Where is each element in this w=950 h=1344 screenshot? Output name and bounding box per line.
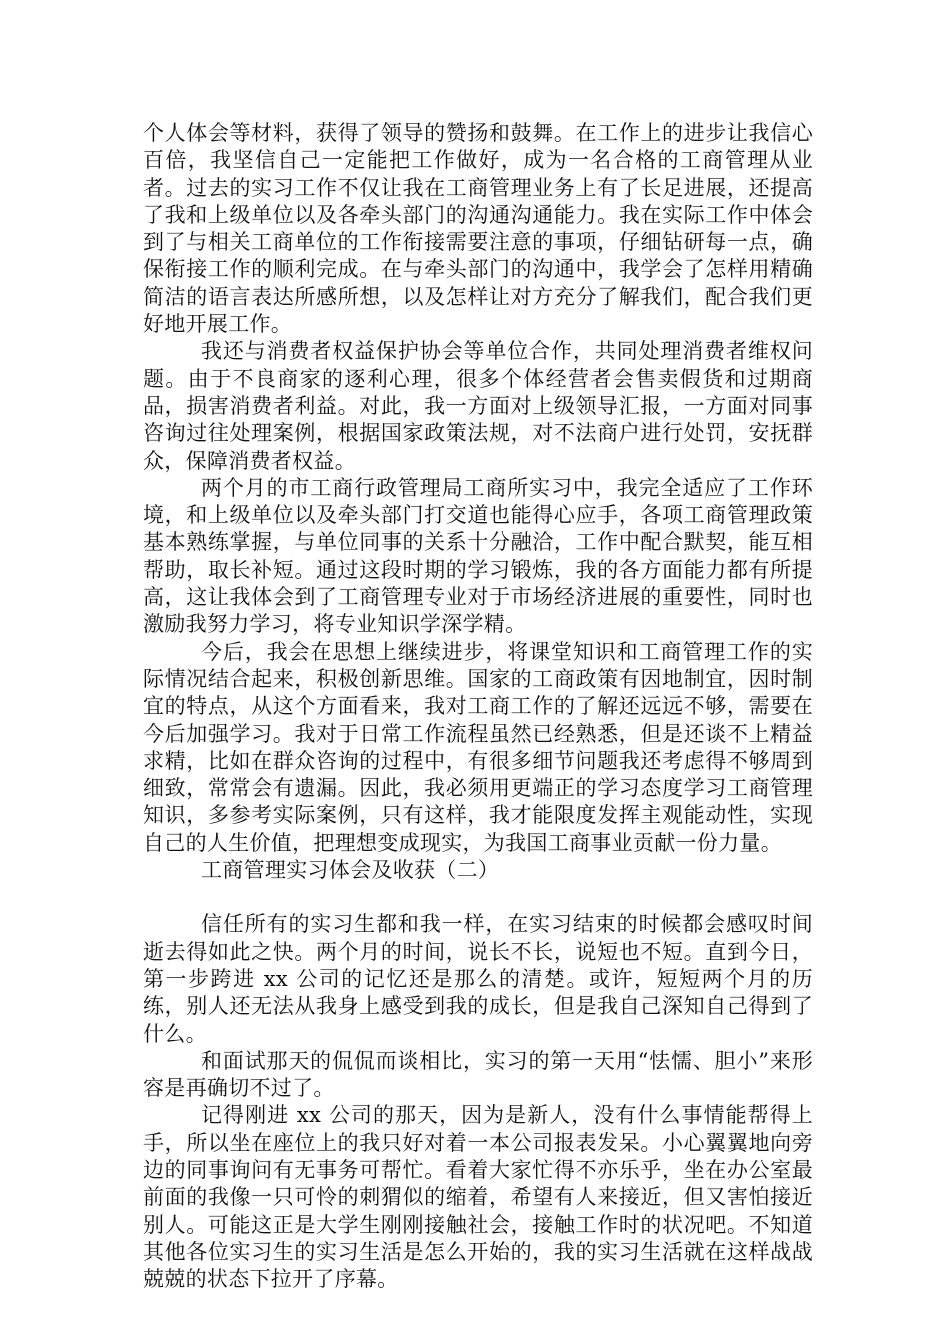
paragraph-future: 今后，我会在思想上继续进步，将课堂知识和工商管理工作的实际情况结合起来，积极创新思维。国家的工商政策有因地制宜，因时制宜的特点，从这个方面看来，我对工商工作的了解还远远不够，需要在今后加强学习。我对于日常工作流程虽然已经熟悉，但是还谈不上精益求精，比如在群众咨询的过程中，有很多细节问题我还考虑得不够周到细致，常常会有遗漏。因此，我必须用更端正的学习态度学习工商管理知识，多参考实际案例，只有这样，我才能限度发挥主观能动性，实现自己的人生价值，把理想变成现实，为我国工商事业贡献一份力量。 [143, 639, 813, 855]
section-title: 工商管理实习体会及收获（二） [201, 858, 500, 883]
document-body [143, 120, 813, 1293]
paragraph-two-months: 两个月的市工商行政管理局工商所实习中，我完全适应了工作环境，和上级单位以及牵头部门打交道也能得心应手，各项工商管理政策基本熟练掌握，与单位同事的关系十分融洽，工作中配合默契，能互相帮助，取长补短。通过这段时期的学习锻炼，我的各方面能力都有所提高，这让我体会到了工商管理专业对于市场经济进展的重要性，同时也激励我努力学习，将专业知识学深学精。 [143, 475, 813, 637]
paragraph-intro-two: 信任所有的实习生都和我一样，在实习结束的时候都会感叹时间逝去得如此之快。两个月的时间，说长不长，说短也不短。直到今日，第一步跨进 xx 公司的记忆还是那么的清楚。或许，短短两个月的历练，别人还无法从我身上感受到我的成长，但是我自己深知自己得到了什么。 [143, 912, 813, 1046]
paragraph-consumer-rights: 我还与消费者权益保护协会等单位合作，共同处理消费者维权问题。由于不良商家的逐利心理，很多个体经营者会售卖假货和过期商品，损害消费者利益。对此，我一方面对上级领导汇报，一方面对同事咨询过往处理案例，根据国家政策法规，对不法商户进行处罚，安抚群众，保障消费者权益。 [143, 339, 813, 473]
paragraph-first-day: 和面试那天的侃侃而谈相比，实习的第一天用“怯懦、胆小”来形容是再确切不过了。 [143, 1048, 813, 1101]
paragraph-continued: 个人体会等材料，获得了领导的赞扬和鼓舞。在工作上的进步让我信心百倍，我坚信自己一定能把工作做好，成为一名合格的工商管理从业者。过去的实习工作不仅让我在工商管理业务上有了长足进展，还提高了我和上级单位以及各牵头部门的沟通沟通能力。我在实际工作中体会到了与相关工商单位的工作衔接需要注意的事项，仔细钻研每一点，确保衔接工作的顺利完成。在与牵头部门的沟通中，我学会了怎样用精确简洁的语言表达所感所想，以及怎样让对方充分了解我们，配合我们更好地开展工作。 [143, 121, 813, 337]
paragraph-remember: 记得刚进 xx 公司的那天，因为是新人，没有什么事情能帮得上手，所以坐在座位上的我只好对着一本公司报表发呆。小心翼翼地向旁边的同事询问有无事务可帮忙。看着大家忙得不亦乐乎，坐在办公室最前面的我像一只可怜的刺猬似的缩着，希望有人来接近，但又害怕接近别人。可能这正是大学生刚刚接触社会，接触工作时的状况吧。不知道其他各位实习生的实习生活是怎么开始的，我的实习生活就在这样战战兢兢的状态下拉开了序幕。 [143, 1103, 813, 1292]
